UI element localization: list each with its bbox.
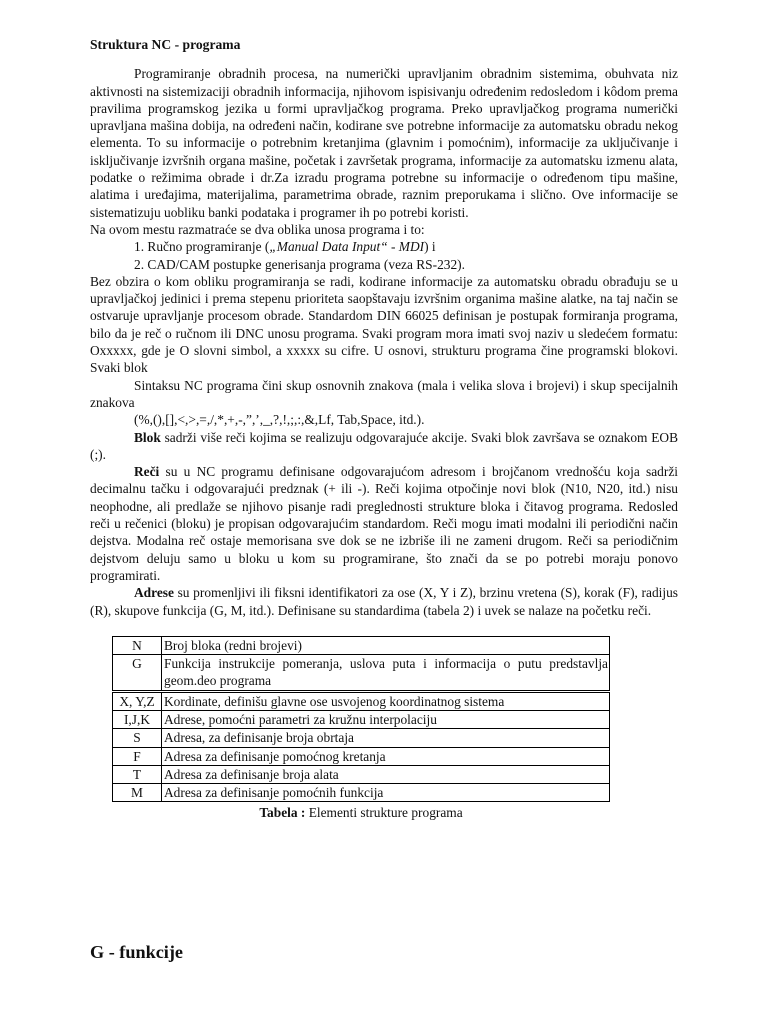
table-desc-cell: Funkcija instrukcije pomeranja, uslova puta i informacija o putu predstavlja geom.deo programa [162,655,610,692]
blok-text: sadrži više reči kojima se realizuju odgovarajuće akcije. Svaki blok završava se oznakom EOB (;). [90,429,678,462]
table-key-cell: N [113,636,162,654]
table-key-cell: X, Y,Z [113,691,162,710]
intro-line: Na ovom mestu razmatraće se dva oblika unosa programa i to: [90,221,425,237]
table-row [113,765,610,783]
table-key-cell: G [113,655,162,692]
blok-term: Blok [134,429,161,445]
din-paragraph: Bez obzira o kom obliku programiranja se radi, kodirane informacije za automatsku obradu obrađuju se u upravljačkoj jedinici i prema stepenu prioriteta saopštavaju izvršnim organima mašine alatke, na taj način se ostvaruje upravljanje procesom obrade. Standardom DIN 66025 definisan je postupak formiranja programa, bilo da je reč o ručnom ili DNC unosu programa. Svaki program mora imati svoj naziv u sledećem formatu: Oxxxxx, gde je O slovni simbol, a xxxxx su cifre. U osnovi, strukturu programa čine programski blokovi. Svaki blok [90,273,678,376]
list-item-1-prefix: 1. Ručno programiranje ( [134,239,270,255]
blok-paragraph [90,429,678,464]
table-caption [90,804,610,821]
table-desc-cell: Adresa za definisanje broja alata [162,765,610,783]
table-wrapper [90,636,678,803]
table-caption-label: Tabela : [259,805,306,821]
table-key-cell: T [113,765,162,783]
adrese-term: Adrese [134,585,174,601]
table-row [113,655,610,692]
table-row [113,636,610,654]
table-key-cell: S [113,729,162,747]
table-desc-cell: Adresa za definisanje pomoćnih funkcija [162,784,610,802]
adrese-paragraph [90,584,678,619]
document-page [90,36,678,822]
table-row [113,710,610,728]
section-heading: G - funkcije [90,942,183,962]
table-key-cell: M [113,784,162,802]
table-row [113,784,610,802]
reci-text: su u NC programu definisane odgovarajućom adresom i brojčanom vrednošću koja sadrži decimalnu tačku i odgovarajući predznak (+ ili -). Reči kojima otpočinje novi blok (N10, N20, itd.) nisu neophodne, ali predlaže se njihovo pisanje radi preglednosti strukture bloka i čitavog programa. Redosled reči u rečenici (bloku) je propisan odgovarajućim standardom. Reči mogu imati modalni ili periodični način dejstva. Modalna reč ostaje memorisana sve dok se ne izbriše ili ne zameni drugom. Reči sa periodičnim dejstvom deluju samo u bloku u kom su programirane, što znači da se po potrebi moraju ponovo programirati. [90,464,678,583]
table-key-cell: F [113,747,162,765]
list-item-1-suffix: ) i [424,239,436,255]
special-characters: (%,(),[],<,>,=,/,*,+,-,”,’,_,?,!,;,:,&,Lf, Tab,Space, itd.). [134,412,425,428]
reci-term: Reči [134,464,160,480]
table-desc-cell: Kordinate, definišu glavne ose usvojenog koordinatnog sistema [162,691,610,710]
list-item-1-italic: „Manual Data Input“ - MDI [269,239,425,255]
table-key-cell: I,J,K [113,710,162,728]
reci-paragraph [90,463,678,584]
table-row [113,729,610,747]
syntax-paragraph: Sintaksu NC programa čini skup osnovnih znakova (mala i velika slova i brojevi) i skup specijalnih znakova [90,377,678,410]
table-caption-text: Elementi strukture programa [305,805,463,821]
table-desc-cell: Adrese, pomoćni parametri za kružnu interpolaciju [162,710,610,728]
intro-paragraph: Programiranje obradnih procesa, na numerički upravljanim obradnim sistemima, obuhvata niz aktivnosti na sistemizaciji obradnih informacija, njihovom ispisivanju određenim redosledom i kôdom prema pravilima programskog jezika u formi upravljačkog programa. Preko upravljačkog programa numerički upravljana mašina dobija, na određeni način, kodirane sve potrebne informacije za automatsku obradu nekog elementa. To su informacije o potrebnim kretanjima (glavnim i pomoćnim), informacije za uključivanje i isključivanje izvršnih organa mašine, početak i završetak programa, informacije za automatsku izmenu alata, podatke o režimima obrade i dr.Za izradu programa potrebne su informacije o određenom tipu mašine, alatima i uređajima, materijalima, parametrima obrade, raznim preporukama i slično. Ove informacije se sistematizuju uobliku banki podataka i programer ih po potrebi koristi. [90,66,678,220]
adrese-text: su promenljivi ili fiksni identifikatori za ose (X, Y i Z), brzinu vretena (S), korak (F), radijus (R), skupove funkcija (G, M, itd.). Definisane su standardima (tabela 2) i uvek se nalaze na početku reči. [90,585,678,618]
structure-table [112,636,610,803]
list-item-1 [90,238,678,255]
table-row [113,691,610,710]
table-row [113,747,610,765]
document-title: Struktura NC - programa [90,37,241,52]
table-desc-cell: Broj bloka (redni brojevi) [162,636,610,654]
list-item-2: 2. CAD/CAM postupke generisanja programa (veza RS-232). [134,256,465,272]
table-desc-cell: Adresa, za definisanje broja obrtaja [162,729,610,747]
table-desc-cell: Adresa za definisanje pomoćnog kretanja [162,747,610,765]
